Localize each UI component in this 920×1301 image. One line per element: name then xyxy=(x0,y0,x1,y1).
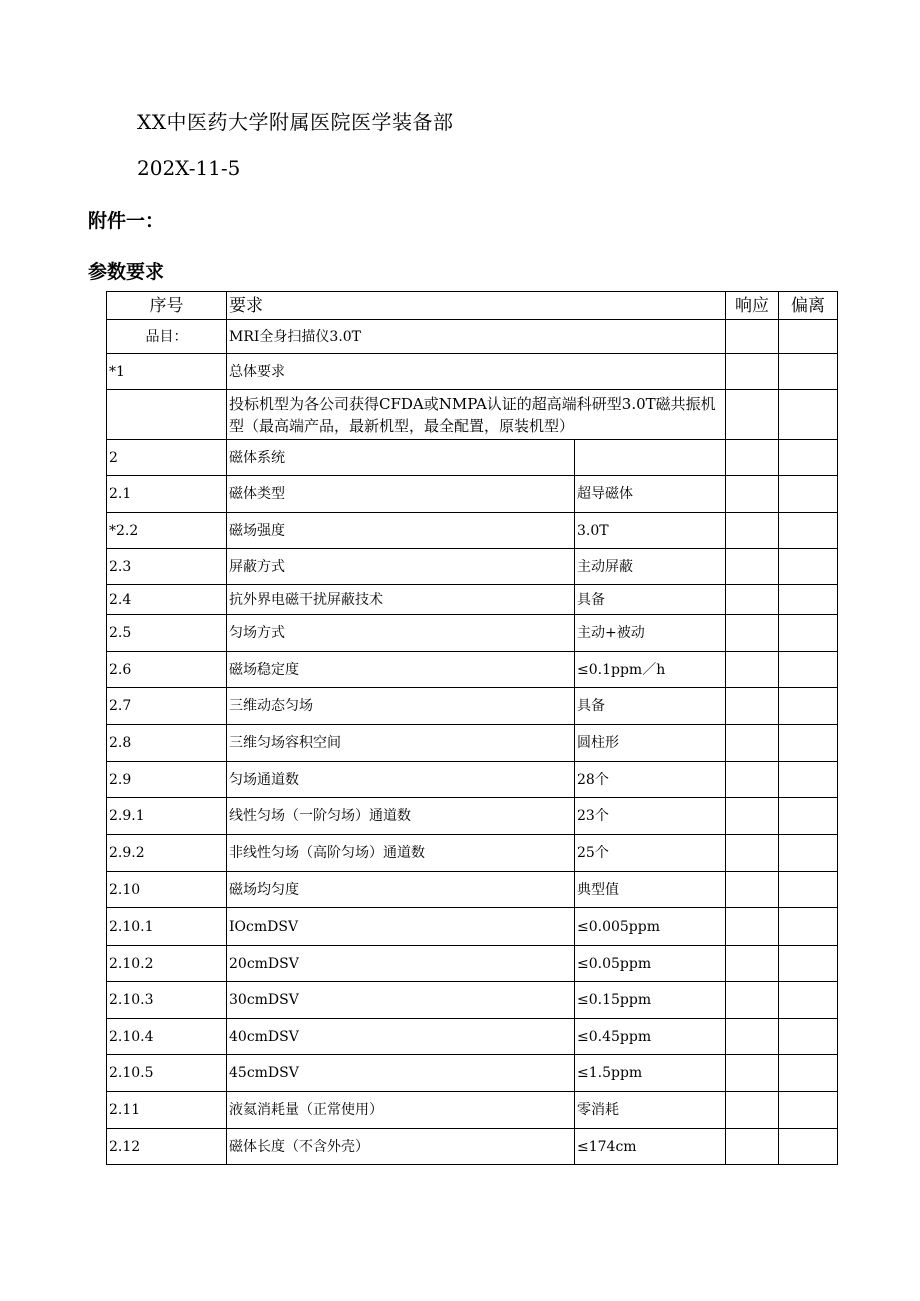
deviation-cell xyxy=(779,440,838,476)
deviation-cell xyxy=(779,513,838,549)
deviation-cell xyxy=(779,1019,838,1055)
header-requirement: 要求 xyxy=(227,292,726,320)
row-requirement: 磁体类型 xyxy=(227,476,575,513)
row-no: 2.1 xyxy=(107,476,227,513)
deviation-cell xyxy=(779,652,838,688)
table-row xyxy=(107,585,838,615)
row-requirement: 磁体长度（不含外壳） xyxy=(227,1129,575,1165)
deviation-cell xyxy=(779,725,838,762)
deviation-cell xyxy=(779,1092,838,1129)
response-cell xyxy=(726,1129,779,1165)
row-no: 2.9.2 xyxy=(107,835,227,872)
document-date: 202X-11-5 xyxy=(137,156,241,180)
deviation-cell xyxy=(779,908,838,946)
row-no: 2.10.4 xyxy=(107,1019,227,1055)
row-requirement: 液氦消耗量（正常使用） xyxy=(227,1092,575,1129)
row-value: 23个 xyxy=(575,798,726,835)
row-value: 典型值 xyxy=(575,872,726,908)
response-cell xyxy=(726,908,779,946)
response-cell xyxy=(726,835,779,872)
organization-name: XX中医药大学附属医院医学装备部 xyxy=(137,110,454,134)
row-requirement: 20cmDSV xyxy=(227,946,575,982)
table-row xyxy=(107,798,838,835)
header-no: 序号 xyxy=(107,292,227,320)
row-value: 主动+被动 xyxy=(575,615,726,652)
row-requirement: 三维动态匀场 xyxy=(227,688,575,725)
response-cell xyxy=(726,585,779,615)
row-no: 2.11 xyxy=(107,1092,227,1129)
deviation-cell xyxy=(779,1055,838,1092)
row-requirement: 磁体系统 xyxy=(227,440,575,476)
row-value: ≤0.005ppm xyxy=(575,908,726,946)
response-cell xyxy=(726,513,779,549)
row-requirement: 40cmDSV xyxy=(227,1019,575,1055)
row-value xyxy=(575,440,726,476)
row-value: ≤1.5ppm xyxy=(575,1055,726,1092)
row-no: 2.10.1 xyxy=(107,908,227,946)
row-value: 零消耗 xyxy=(575,1092,726,1129)
row-requirement: IOcmDSV xyxy=(227,908,575,946)
table-row xyxy=(107,549,838,585)
table-row xyxy=(107,513,838,549)
deviation-cell xyxy=(779,390,838,440)
general-description: 投标机型为各公司获得CFDA或NMPA认证的超高端科研型3.0T磁共振机型（最高端产品，最新机型，最全配置，原装机型） xyxy=(227,390,726,440)
row-requirement: 磁场强度 xyxy=(227,513,575,549)
row-value: 主动屏蔽 xyxy=(575,549,726,585)
general-requirement-row xyxy=(107,354,838,390)
row-value: ≤174cm xyxy=(575,1129,726,1165)
row-value: 具备 xyxy=(575,688,726,725)
attachment-label: 附件一： xyxy=(88,210,165,232)
table-row xyxy=(107,835,838,872)
section-title: 参数要求 xyxy=(88,261,165,283)
row-requirement: 线性匀场（一阶匀场）通道数 xyxy=(227,798,575,835)
response-cell xyxy=(726,946,779,982)
row-value: 3.0T xyxy=(575,513,726,549)
row-no: 2.9.1 xyxy=(107,798,227,835)
row-requirement: 磁场均匀度 xyxy=(227,872,575,908)
row-no: 2.6 xyxy=(107,652,227,688)
table-row xyxy=(107,652,838,688)
deviation-cell xyxy=(779,946,838,982)
item-name: MRI全身扫描仪3.0T xyxy=(227,320,726,354)
deviation-cell xyxy=(779,762,838,798)
row-requirement: 屏蔽方式 xyxy=(227,549,575,585)
table-row xyxy=(107,476,838,513)
row-no: *2.2 xyxy=(107,513,227,549)
deviation-cell xyxy=(779,585,838,615)
parameters-table-body xyxy=(107,292,838,1165)
response-cell xyxy=(726,872,779,908)
row-no: 2.10 xyxy=(107,872,227,908)
table-row xyxy=(107,725,838,762)
deviation-cell xyxy=(779,615,838,652)
row-value: 25个 xyxy=(575,835,726,872)
response-cell xyxy=(726,549,779,585)
response-cell xyxy=(726,1092,779,1129)
row-value: 超导磁体 xyxy=(575,476,726,513)
table-row xyxy=(107,982,838,1019)
row-requirement: 总体要求 xyxy=(227,354,726,390)
item-label: 品目： xyxy=(107,320,227,354)
table-row xyxy=(107,946,838,982)
table-row xyxy=(107,1055,838,1092)
header-deviation: 偏离 xyxy=(779,292,838,320)
row-requirement: 非线性匀场（高阶匀场）通道数 xyxy=(227,835,575,872)
table-row xyxy=(107,908,838,946)
row-no: *1 xyxy=(107,354,227,390)
row-no: 2.8 xyxy=(107,725,227,762)
response-cell xyxy=(726,476,779,513)
row-no: 2.10.3 xyxy=(107,982,227,1019)
deviation-cell xyxy=(779,835,838,872)
header-response: 响应 xyxy=(726,292,779,320)
row-no: 2.3 xyxy=(107,549,227,585)
row-no xyxy=(107,390,227,440)
table-row xyxy=(107,1129,838,1165)
deviation-cell xyxy=(779,320,838,354)
row-requirement: 匀场通道数 xyxy=(227,762,575,798)
section-row xyxy=(107,440,838,476)
response-cell xyxy=(726,354,779,390)
row-no: 2.7 xyxy=(107,688,227,725)
deviation-cell xyxy=(779,688,838,725)
row-no: 2.10.5 xyxy=(107,1055,227,1092)
row-value: 28个 xyxy=(575,762,726,798)
deviation-cell xyxy=(779,354,838,390)
table-row xyxy=(107,762,838,798)
response-cell xyxy=(726,440,779,476)
response-cell xyxy=(726,798,779,835)
response-cell xyxy=(726,652,779,688)
general-description-row xyxy=(107,390,838,440)
row-value: ≤0.05ppm xyxy=(575,946,726,982)
row-requirement: 磁场稳定度 xyxy=(227,652,575,688)
deviation-cell xyxy=(779,549,838,585)
row-no: 2.10.2 xyxy=(107,946,227,982)
response-cell xyxy=(726,982,779,1019)
response-cell xyxy=(726,762,779,798)
response-cell xyxy=(726,615,779,652)
deviation-cell xyxy=(779,798,838,835)
row-requirement: 45cmDSV xyxy=(227,1055,575,1092)
row-requirement: 匀场方式 xyxy=(227,615,575,652)
row-requirement: 30cmDSV xyxy=(227,982,575,1019)
parameters-table xyxy=(106,291,838,1165)
deviation-cell xyxy=(779,982,838,1019)
response-cell xyxy=(726,1055,779,1092)
response-cell xyxy=(726,320,779,354)
row-no: 2.12 xyxy=(107,1129,227,1165)
response-cell xyxy=(726,688,779,725)
row-value: 圆柱形 xyxy=(575,725,726,762)
response-cell xyxy=(726,390,779,440)
table-row xyxy=(107,615,838,652)
row-value: 具备 xyxy=(575,585,726,615)
table-row xyxy=(107,872,838,908)
table-row xyxy=(107,1019,838,1055)
deviation-cell xyxy=(779,872,838,908)
deviation-cell xyxy=(779,1129,838,1165)
row-no: 2.9 xyxy=(107,762,227,798)
deviation-cell xyxy=(779,476,838,513)
response-cell xyxy=(726,1019,779,1055)
table-row xyxy=(107,1092,838,1129)
row-no: 2.4 xyxy=(107,585,227,615)
row-value: ≤0.45ppm xyxy=(575,1019,726,1055)
item-row xyxy=(107,320,838,354)
response-cell xyxy=(726,725,779,762)
table-row xyxy=(107,688,838,725)
row-value: ≤0.1ppm／h xyxy=(575,652,726,688)
row-value: ≤0.15ppm xyxy=(575,982,726,1019)
table-header-row xyxy=(107,292,838,320)
row-requirement: 三维匀场容积空间 xyxy=(227,725,575,762)
row-no: 2 xyxy=(107,440,227,476)
row-requirement: 抗外界电磁干扰屏蔽技术 xyxy=(227,585,575,615)
row-no: 2.5 xyxy=(107,615,227,652)
